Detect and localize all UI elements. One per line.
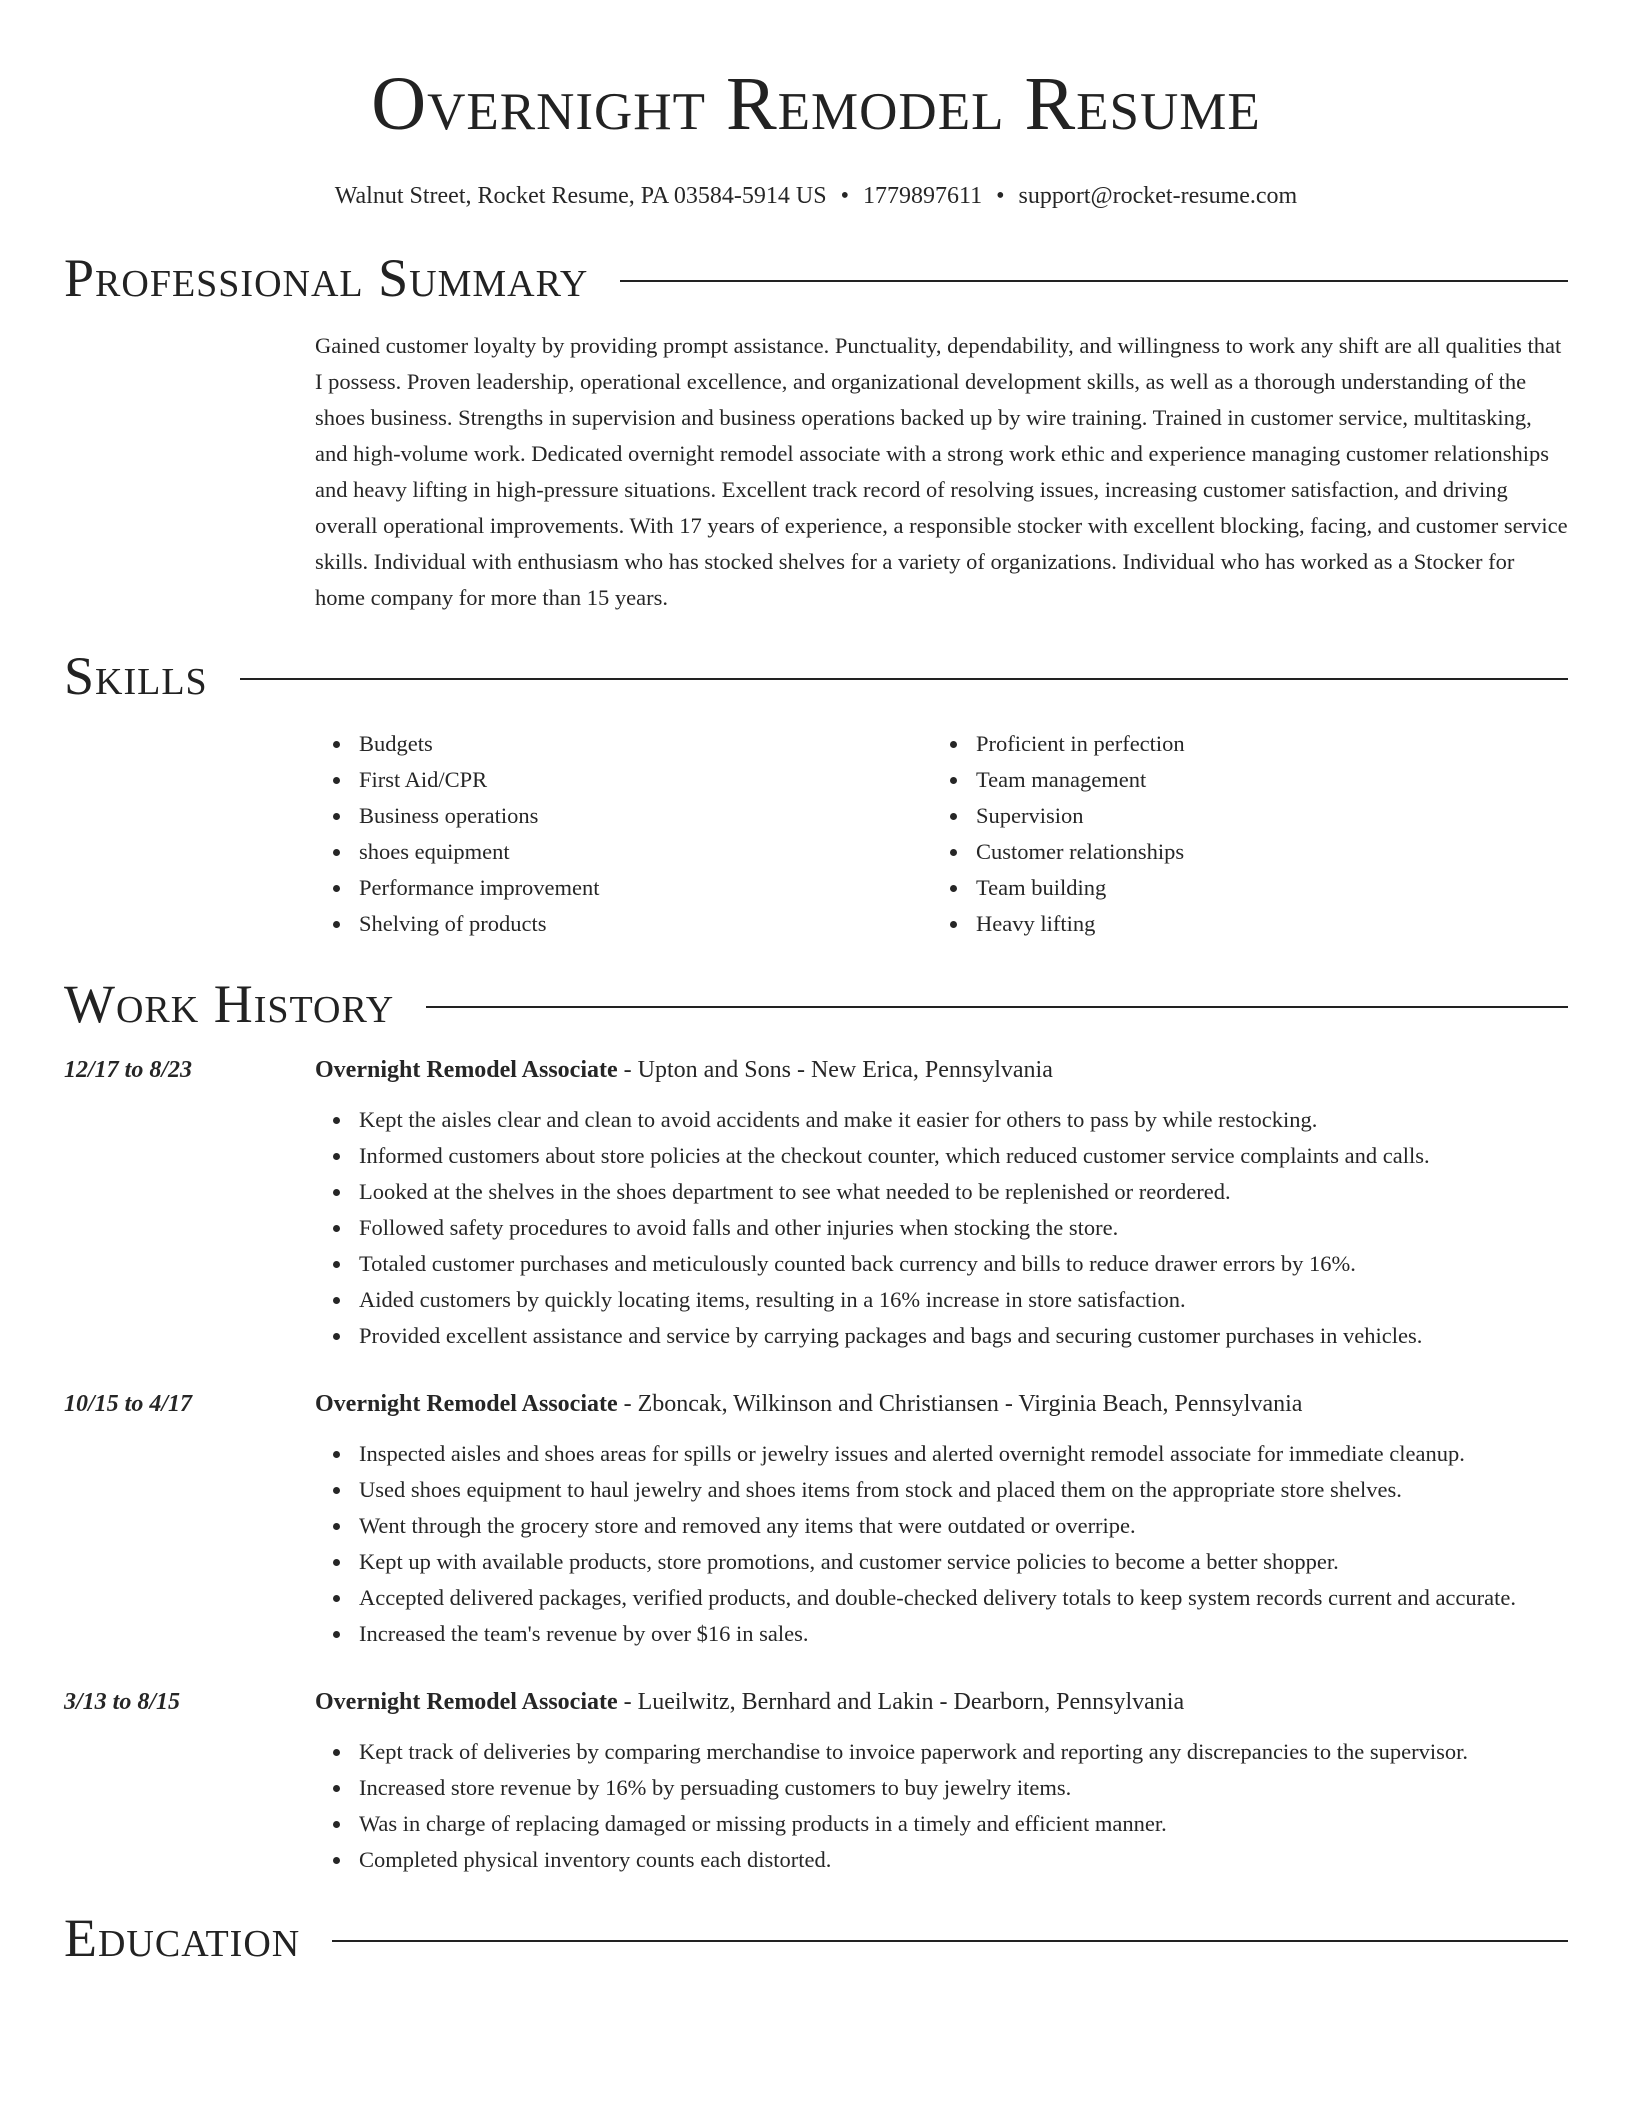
list-item: Increased store revenue by 16% by persuading customers to buy jewelry items. [315,1770,1568,1806]
resume-title: Overnight Remodel Resume [371,62,1261,146]
job-company: - Zboncak, Wilkinson and Christiansen - Virginia Beach, Pennsylvania [623,1391,1303,1417]
job-company: - Lueilwitz, Bernhard and Lakin - Dearborn, Pennsylvania [623,1689,1185,1715]
skills-column-left [315,726,932,942]
section-divider [332,1940,1568,1942]
job-bullets [315,1734,1568,1878]
job-bullets [315,1102,1568,1354]
list-item: Was in charge of replacing damaged or missing products in a timely and efficient manner. [315,1806,1568,1842]
section-divider [240,678,1568,680]
list-item: Team management [932,762,1549,798]
section-divider [620,280,1568,282]
contact-address: Walnut Street, Rocket Resume, PA 03584-5914 US [334,183,827,209]
list-item: Used shoes equipment to haul jewelry and shoes items from stock and placed them on the appropriate store shelves. [315,1472,1568,1508]
job-dates: 3/13 to 8/15 [64,1689,181,1715]
job-dates: 12/17 to 8/23 [64,1057,193,1083]
list-item: Aided customers by quickly locating items, resulting in a 16% increase in store satisfaction. [315,1282,1568,1318]
list-item: Followed safety procedures to avoid falls and other injuries when stocking the store. [315,1210,1568,1246]
list-item: Kept the aisles clear and clean to avoid accidents and make it easier for others to pass by while restocking. [315,1102,1568,1138]
job-entry [64,1052,1568,1354]
list-item: Inspected aisles and shoes areas for spills or jewelry issues and alerted overnight remodel associate for immediate cleanup. [315,1436,1568,1472]
contact-separator: • [840,183,850,209]
job-info [315,1684,1184,1720]
job-info [315,1052,1053,1088]
job-title: Overnight Remodel Associate [315,1391,618,1417]
contact-separator: • [996,183,1005,209]
list-item: Totaled customer purchases and meticulously counted back currency and bills to reduce drawer errors by 16%. [315,1246,1568,1282]
summary-text: Gained customer loyalty by providing prompt assistance. Punctuality, dependability, and willingness to work any shift are all qualities that I possess. Proven leadership, operational excellence, and organizational development skills, as well as a thorough understanding of the shoes business. Strengths in supervision and business operations backed up by wire training. Trained in customer service, multitasking, and high-volume work. Dedicated overnight remodel associate with a strong work ethic and experience managing customer relationships and heavy lifting in high-pressure situations. Excellent track record of resolving issues, increasing customer satisfaction, and driving overall operational improvements. With 17 years of experience, a responsible stocker with excellent blocking, facing, and customer service skills. Individual with enthusiasm who has stocked shelves for a variety of organizations. Individual who has worked as a Stocker for home company for more than 15 years. [315,333,1568,610]
skills-section-header [64,646,1568,706]
skills-heading: Skills [64,646,208,706]
job-title: Overnight Remodel Associate [315,1057,618,1083]
job-company: - Upton and Sons - New Erica, Pennsylvania [623,1057,1053,1083]
list-item: Kept up with available products, store promotions, and customer service policies to become a better shopper. [315,1544,1568,1580]
list-item: First Aid/CPR [315,762,932,798]
job-info [315,1386,1302,1422]
list-item: shoes equipment [315,834,932,870]
job-header [64,1386,1568,1422]
summary-section-header [64,248,1568,308]
job-entry [64,1386,1568,1652]
list-item: Completed physical inventory counts each distorted. [315,1842,1568,1878]
list-item: Heavy lifting [932,906,1549,942]
education-section-header [64,1908,1568,1968]
list-item: Business operations [315,798,932,834]
list-item: Kept track of deliveries by comparing merchandise to invoice paperwork and reporting any discrepancies to the supervisor. [315,1734,1568,1770]
list-item: Supervision [932,798,1549,834]
skills-column-right [932,726,1549,942]
list-item: Provided excellent assistance and service by carrying packages and bags and securing customer purchases in vehicles. [315,1318,1568,1354]
skills-list [315,726,1568,942]
work-heading: Work History [64,974,395,1034]
job-entry [64,1684,1568,1878]
job-dates: 10/15 to 4/17 [64,1391,193,1417]
work-section-header [64,974,1568,1034]
summary-heading: Professional Summary [64,248,589,308]
job-header [64,1052,1568,1088]
job-title: Overnight Remodel Associate [315,1689,618,1715]
list-item: Accepted delivered packages, verified products, and double-checked delivery totals to keep system records current and accurate. [315,1580,1568,1616]
contact-phone: 1779897611 [863,183,983,209]
list-item: Customer relationships [932,834,1549,870]
education-heading: Education [64,1908,301,1968]
contact-line [64,180,1568,212]
section-divider [426,1006,1568,1008]
list-item: Budgets [315,726,932,762]
list-item: Team building [932,870,1549,906]
list-item: Proficient in perfection [932,726,1549,762]
job-header [64,1684,1568,1720]
list-item: Shelving of products [315,906,932,942]
list-item: Informed customers about store policies at the checkout counter, which reduced customer service complaints and calls. [315,1138,1568,1174]
list-item: Went through the grocery store and removed any items that were outdated or overripe. [315,1508,1568,1544]
list-item: Increased the team's revenue by over $16 in sales. [315,1616,1568,1652]
job-bullets [315,1436,1568,1652]
contact-email: support@rocket-resume.com [1018,183,1298,209]
work-history-list [64,1052,1568,1878]
list-item: Performance improvement [315,870,932,906]
list-item: Looked at the shelves in the shoes department to see what needed to be replenished or reordered. [315,1174,1568,1210]
